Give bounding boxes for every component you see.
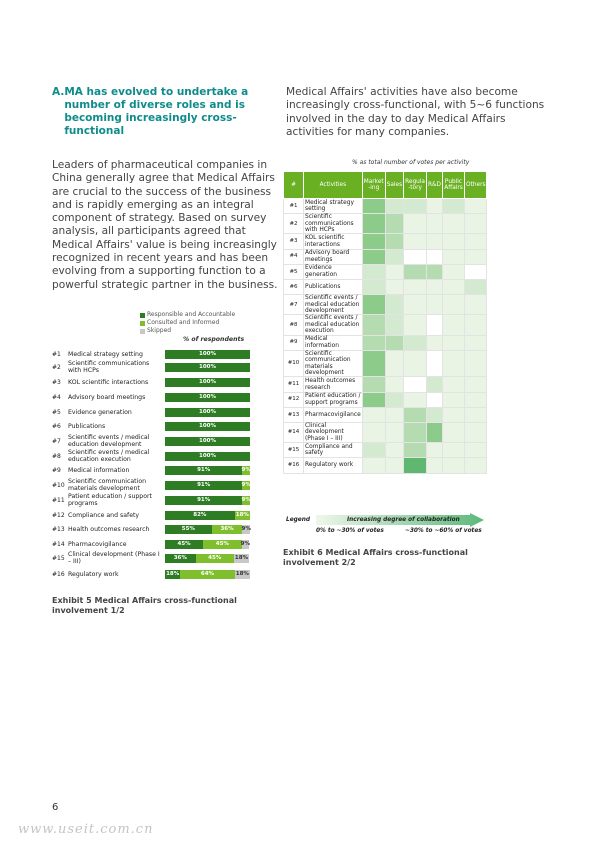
exhibit5-row-number: #3 — [52, 378, 61, 386]
section-heading-text: MA has evolved to undertake a number of diverse roles and is becoming increasingly cross-functional — [64, 86, 249, 137]
exhibit5-row-label: Advisory board meetings — [68, 393, 146, 401]
exhibit6-row — [284, 377, 487, 392]
exhibit6-row — [284, 214, 487, 234]
exhibit5-legend — [140, 311, 235, 335]
legend-swatch-consulted — [140, 321, 145, 326]
exhibit6-heat-cell — [362, 279, 385, 294]
exhibit5-row — [52, 405, 252, 419]
exhibit6-activity: Medical strategy setting — [304, 199, 363, 214]
exhibit6-heat-cell — [385, 214, 403, 234]
exhibit6-heat-cell — [443, 234, 465, 249]
exhibit6-activity: Health outcomes research — [304, 377, 363, 392]
exhibit6-heat-cell — [362, 377, 385, 392]
exhibit5-bar — [165, 408, 250, 417]
exhibit5-row-number: #10 — [52, 481, 65, 489]
exhibit5-bar — [165, 437, 250, 446]
exhibit6-row — [284, 249, 487, 264]
exhibit6-heat-cell — [443, 443, 465, 458]
exhibit6-heat-cell — [426, 350, 442, 377]
bar-segment-skipped: 9% — [241, 526, 251, 532]
exhibit6-header-cell: Others — [465, 172, 487, 199]
exhibit6-heat-cell — [443, 422, 465, 442]
exhibit6-row-number: #6 — [284, 279, 304, 294]
exhibit6-heat-cell — [404, 199, 427, 214]
exhibit5-bar — [165, 511, 250, 520]
exhibit5-row — [52, 537, 252, 551]
bar-segment-consulted: 36% — [212, 525, 243, 534]
exhibit5-row-label: KOL scientific interactions — [68, 378, 149, 386]
exhibit6-row-number: #12 — [284, 392, 304, 407]
exhibit6-heat-cell — [426, 392, 442, 407]
exhibit5-row — [52, 463, 252, 477]
exhibit5-bar — [165, 378, 250, 387]
exhibit6-heat-cell — [385, 443, 403, 458]
exhibit6-heat-cell — [404, 335, 427, 350]
exhibit5-row-number: #9 — [52, 466, 61, 474]
exhibit6-header-cell: Sales — [385, 172, 403, 199]
exhibit6-row — [284, 199, 487, 214]
exhibit5-row — [52, 493, 252, 507]
exhibit6-heat-cell — [385, 234, 403, 249]
exhibit6-heat-cell — [404, 264, 427, 279]
exhibit6-heat-cell — [362, 234, 385, 249]
exhibit6-heat-cell — [465, 315, 487, 335]
exhibit5-bar — [165, 466, 250, 475]
exhibit5-row — [52, 375, 252, 389]
exhibit6-row — [284, 422, 487, 442]
exhibit6-heat-cell — [443, 335, 465, 350]
exhibit6-row-number: #16 — [284, 458, 304, 473]
exhibit6-activity: Publications — [304, 279, 363, 294]
exhibit5-bar — [165, 422, 250, 431]
bar-segment-responsible: 100% — [165, 350, 250, 359]
exhibit6-heat-cell — [465, 335, 487, 350]
exhibit6-heat-cell — [443, 392, 465, 407]
exhibit5-row — [52, 419, 252, 433]
exhibit5-row-number: #12 — [52, 511, 65, 519]
exhibit5-row — [52, 449, 252, 463]
exhibit5-row-label: Medical information — [68, 466, 130, 474]
exhibit5-row-label: Medical strategy setting — [68, 350, 143, 358]
exhibit5-row-number: #5 — [52, 408, 61, 416]
bar-segment-responsible: 100% — [165, 422, 250, 431]
exhibit5-bar — [165, 540, 250, 549]
exhibit6-heat-cell — [362, 295, 385, 315]
bar-segment-responsible: 91% — [165, 481, 242, 490]
bar-segment-responsible: 82% — [165, 511, 235, 520]
exhibit5-row-number: #8 — [52, 452, 61, 460]
exhibit6-heat-cell — [465, 264, 487, 279]
exhibit5-row-label: Scientific communications with HCPs — [68, 360, 150, 374]
exhibit6-caption: Exhibit 6 Medical Affairs cross-functional involvement 2/2 — [283, 548, 468, 567]
exhibit6-heat-cell — [426, 377, 442, 392]
exhibit6-heat-cell — [362, 407, 385, 422]
exhibit6-activity: Medical information — [304, 335, 363, 350]
exhibit6-heat-cell — [426, 295, 442, 315]
exhibit6-row — [284, 335, 487, 350]
exhibit5-row-label: Scientific communication materials development — [68, 478, 147, 492]
exhibit6-heat-cell — [404, 249, 427, 264]
exhibit6-heat-cell — [404, 295, 427, 315]
exhibit5-bar — [165, 452, 250, 461]
exhibit6-heat-cell — [426, 234, 442, 249]
right-paragraph: Medical Affairs' activities have also become increasingly cross-functional, with 5~6 functions involved in the day to day Medical Affairs activities for many companies. — [286, 86, 545, 138]
exhibit6-row — [284, 295, 487, 315]
exhibit6-heat-cell — [443, 279, 465, 294]
exhibit6-heat-cell — [362, 249, 385, 264]
exhibit5-bar — [165, 570, 250, 579]
exhibit6-heat-cell — [404, 458, 427, 473]
exhibit6-row — [284, 392, 487, 407]
bar-segment-responsible: 100% — [165, 393, 250, 402]
bar-segment-consulted: 9% — [241, 467, 251, 473]
exhibit6-activity: Patient education / support programs — [305, 393, 361, 406]
exhibit6-row-number: #9 — [284, 335, 304, 350]
exhibit6-heat-cell — [465, 214, 487, 234]
exhibit6-activity: Evidence generation — [304, 264, 363, 279]
exhibit6-row-number: #1 — [284, 199, 304, 214]
legend-label-responsible: Responsible and Accountable — [147, 311, 236, 318]
exhibit6-heat-cell — [426, 335, 442, 350]
bar-segment-responsible: 45% — [165, 540, 203, 549]
exhibit5-row-number: #14 — [52, 540, 65, 548]
exhibit6-activity: Scientific events / medical education execution — [304, 315, 363, 335]
exhibit6-header-cell: Regula -tory — [404, 172, 427, 199]
exhibit6-heat-cell — [426, 407, 442, 422]
watermark: www.useit.com.cn — [18, 822, 154, 837]
exhibit5-row-label: Health outcomes research — [68, 525, 150, 533]
exhibit5-bar — [165, 554, 250, 563]
exhibit6-heat-cell — [465, 443, 487, 458]
exhibit5-row-number: #11 — [52, 496, 65, 504]
exhibit6-heat-cell — [385, 264, 403, 279]
exhibit6-row-number: #14 — [284, 422, 304, 442]
exhibit5-row-label: Patient education / support programs — [68, 493, 152, 507]
exhibit6-heat-cell — [465, 199, 487, 214]
left-paragraph: Leaders of pharmaceutical companies in China generally agree that Medical Affairs are crucial to the success of the business and is rapidly emerging as an integral component of strategy. Based on survey analysis, all participants agreed that Medical Affairs' value is being increasingly recognized in recent years and has been evolving from a supporting function to a powerful strategic partner in the business. — [52, 159, 278, 291]
exhibit6-heat-cell — [404, 279, 427, 294]
exhibit5-row-label: Pharmacovigilance — [68, 540, 127, 548]
legend-label-skipped: Skipped — [147, 327, 172, 334]
exhibit6-activity: Advisory board meetings — [304, 249, 363, 264]
exhibit6-row — [284, 458, 487, 473]
exhibit6-heat-cell — [385, 199, 403, 214]
exhibit6-heat-cell — [385, 458, 403, 473]
bar-segment-skipped: 18% — [235, 571, 249, 577]
exhibit6-header-cell: Public Affairs — [443, 172, 465, 199]
exhibit5-percent-title: % of respondents — [183, 336, 245, 343]
exhibit6-heat-cell — [426, 422, 442, 442]
exhibit6-heat-cell — [404, 407, 427, 422]
exhibit6-heat-cell — [385, 279, 403, 294]
exhibit6-row-number: #7 — [284, 295, 304, 315]
bar-segment-consulted: 64% — [180, 570, 234, 579]
exhibit5-bar — [165, 481, 250, 490]
exhibit6-heat-cell — [465, 458, 487, 473]
exhibit6-heat-cell — [443, 377, 465, 392]
bar-segment-responsible: 91% — [165, 466, 242, 475]
exhibit5-bar — [165, 393, 250, 402]
exhibit5-bar — [165, 525, 250, 534]
exhibit6-activity: Clinical development (Phase I – III) — [304, 422, 363, 442]
exhibit6-activity: Scientific communication materials development — [304, 350, 363, 377]
bar-segment-responsible: 18% — [166, 571, 180, 577]
exhibit6-row-number: #5 — [284, 264, 304, 279]
exhibit6-table — [283, 171, 487, 474]
exhibit6-heat-cell — [465, 377, 487, 392]
exhibit6-activity: Scientific events / medical education development — [304, 295, 363, 315]
bar-segment-responsible: 100% — [165, 363, 250, 372]
exhibit5-bar — [165, 350, 250, 359]
exhibit5-row — [52, 508, 252, 522]
exhibit6-row-number: #4 — [284, 249, 304, 264]
exhibit5-row — [52, 567, 252, 581]
exhibit6-heat-cell — [443, 264, 465, 279]
exhibit6-activity: Scientific communications with HCPs — [304, 214, 363, 234]
exhibit6-heat-cell — [443, 315, 465, 335]
bar-segment-consulted: 9% — [241, 497, 251, 503]
bar-segment-responsible: 55% — [165, 525, 212, 534]
bar-segment-responsible: 91% — [165, 496, 242, 505]
exhibit5-row-label: Scientific events / medical education execution — [68, 449, 150, 463]
exhibit5-row-number: #2 — [52, 363, 61, 371]
exhibit6-row — [284, 234, 487, 249]
exhibit5-row-label: Compliance and safety — [68, 511, 140, 519]
exhibit6-row-number: #8 — [284, 315, 304, 335]
exhibit5-row-number: #15 — [52, 554, 65, 562]
exhibit5-row — [52, 551, 252, 565]
section-heading — [52, 86, 287, 138]
exhibit6-header-row — [284, 172, 487, 199]
bar-segment-responsible: 36% — [165, 554, 196, 563]
exhibit6-heat-cell — [362, 458, 385, 473]
exhibit6-heat-cell — [465, 295, 487, 315]
exhibit6-row — [284, 279, 487, 294]
exhibit6-heat-cell — [426, 214, 442, 234]
exhibit5-row — [52, 390, 252, 404]
exhibit6-heat-cell — [362, 315, 385, 335]
exhibit6-activity: Compliance and safety — [304, 443, 363, 458]
exhibit6-row-number: #2 — [284, 214, 304, 234]
exhibit6-heat-cell — [465, 234, 487, 249]
exhibit6-heat-cell — [362, 214, 385, 234]
exhibit6-header-cell: Market -ing — [362, 172, 385, 199]
bar-segment-consulted: 9% — [241, 482, 251, 488]
legend-label-consulted: Consulted and Informed — [147, 319, 220, 326]
exhibit6-row — [284, 443, 487, 458]
exhibit5-caption: Exhibit 5 Medical Affairs cross-functional involvement 1/2 — [52, 596, 237, 615]
exhibit6-heat-cell — [362, 199, 385, 214]
bar-segment-responsible: 100% — [165, 378, 250, 387]
exhibit6-heat-cell — [385, 407, 403, 422]
bar-segment-consulted: 45% — [196, 554, 234, 563]
exhibit5-row-number: #13 — [52, 525, 65, 533]
exhibit5-bar — [165, 496, 250, 505]
exhibit6-heat-cell — [385, 422, 403, 442]
exhibit6-activity: KOL scientific interactions — [304, 234, 363, 249]
exhibit6-heat-cell — [385, 377, 403, 392]
exhibit6-heat-cell — [362, 264, 385, 279]
exhibit6-heat-cell — [362, 443, 385, 458]
exhibit6-heat-cell — [465, 249, 487, 264]
exhibit6-activity: Pharmacovigilance — [304, 407, 363, 422]
exhibit5-row — [52, 478, 252, 492]
exhibit6-row-number: #3 — [284, 234, 304, 249]
exhibit6-header-cell: R&D — [426, 172, 442, 199]
exhibit6-heat-cell — [362, 350, 385, 377]
exhibit6-row — [284, 350, 487, 377]
exhibit6-legend-high: ~30% to ~60% of votes — [405, 528, 482, 534]
exhibit5-row-label: Scientific events / medical education development — [68, 434, 150, 448]
exhibit5-row — [52, 360, 252, 374]
exhibit6-heat-cell — [443, 458, 465, 473]
exhibit6-heat-cell — [404, 377, 427, 392]
exhibit6-row — [284, 407, 487, 422]
exhibit5-row-label: Clinical development (Phase I – III) — [68, 551, 160, 565]
exhibit5-row-number: #7 — [52, 437, 61, 445]
exhibit6-heat-cell — [362, 335, 385, 350]
exhibit6-row — [284, 315, 487, 335]
exhibit6-heat-cell — [443, 249, 465, 264]
bar-segment-skipped: 18% — [234, 555, 249, 561]
exhibit6-heat-cell — [385, 392, 403, 407]
exhibit5-row-label: Publications — [68, 422, 106, 430]
exhibit6-heat-cell — [465, 350, 487, 377]
exhibit6-heat-cell — [465, 407, 487, 422]
exhibit6-heat-cell — [443, 407, 465, 422]
exhibit6-heat-cell — [443, 295, 465, 315]
exhibit5-row-number: #6 — [52, 422, 61, 430]
bar-segment-responsible: 100% — [165, 437, 250, 446]
exhibit6-heat-cell — [426, 249, 442, 264]
bar-segment-responsible: 100% — [165, 452, 250, 461]
exhibit6-heat-cell — [426, 264, 442, 279]
exhibit6-heat-cell — [404, 234, 427, 249]
exhibit6-heat-cell — [385, 315, 403, 335]
exhibit5-row-number: #1 — [52, 350, 61, 358]
exhibit6-heat-cell — [443, 350, 465, 377]
exhibit6-header-cell: Activities — [304, 172, 363, 199]
exhibit5-row — [52, 522, 252, 536]
exhibit6-heat-cell — [404, 315, 427, 335]
exhibit6-heat-cell — [426, 279, 442, 294]
section-letter: A. — [52, 86, 65, 98]
exhibit5-row-label: Evidence generation — [68, 408, 132, 416]
exhibit6-row-number: #15 — [284, 443, 304, 458]
exhibit6-heat-cell — [404, 214, 427, 234]
exhibit6-legend-low: 0% to ~30% of votes — [316, 528, 384, 534]
exhibit6-heat-cell — [385, 350, 403, 377]
exhibit6-heat-cell — [426, 443, 442, 458]
exhibit5-bar — [165, 363, 250, 372]
exhibit6-row-number: #11 — [284, 377, 304, 392]
exhibit6-heat-cell — [443, 199, 465, 214]
exhibit6-heat-cell — [385, 295, 403, 315]
legend-swatch-responsible — [140, 313, 145, 318]
exhibit6-heat-cell — [385, 335, 403, 350]
exhibit6-heat-cell — [465, 279, 487, 294]
page-number: 6 — [52, 802, 59, 813]
exhibit6-row-number: #13 — [284, 407, 304, 422]
exhibit6-header-cell: # — [284, 172, 304, 199]
bar-segment-consulted: 45% — [203, 540, 241, 549]
exhibit5-row — [52, 434, 252, 448]
exhibit5-row-label: Regulatory work — [68, 570, 119, 578]
exhibit6-heat-cell — [404, 392, 427, 407]
exhibit6-heat-cell — [426, 315, 442, 335]
exhibit6-subtitle: % as total number of votes per activity — [352, 159, 470, 166]
bar-segment-consulted: 18% — [235, 512, 249, 518]
exhibit5-row — [52, 347, 252, 361]
exhibit6-heat-cell — [404, 350, 427, 377]
exhibit6-heat-cell — [465, 422, 487, 442]
exhibit6-heat-cell — [362, 392, 385, 407]
exhibit6-heat-cell — [404, 443, 427, 458]
exhibit6-heat-cell — [465, 392, 487, 407]
exhibit5-row-number: #4 — [52, 393, 61, 401]
exhibit6-heat-cell — [385, 249, 403, 264]
legend-swatch-skipped — [140, 329, 145, 334]
exhibit6-row-number: #10 — [284, 350, 304, 377]
exhibit6-heat-cell — [426, 199, 442, 214]
exhibit6-heat-cell — [404, 422, 427, 442]
bar-segment-responsible: 100% — [165, 408, 250, 417]
exhibit6-heat-cell — [443, 214, 465, 234]
exhibit6-activity: Regulatory work — [304, 458, 363, 473]
bar-segment-skipped: 9% — [240, 541, 250, 547]
exhibit6-legend-label: Legend — [286, 517, 310, 523]
exhibit6-legend-arrow-text: Increasing degree of collaboration — [347, 517, 460, 523]
exhibit6-heat-cell — [426, 458, 442, 473]
exhibit6-row — [284, 264, 487, 279]
exhibit5-row-number: #16 — [52, 570, 65, 578]
exhibit6-heat-cell — [362, 422, 385, 442]
